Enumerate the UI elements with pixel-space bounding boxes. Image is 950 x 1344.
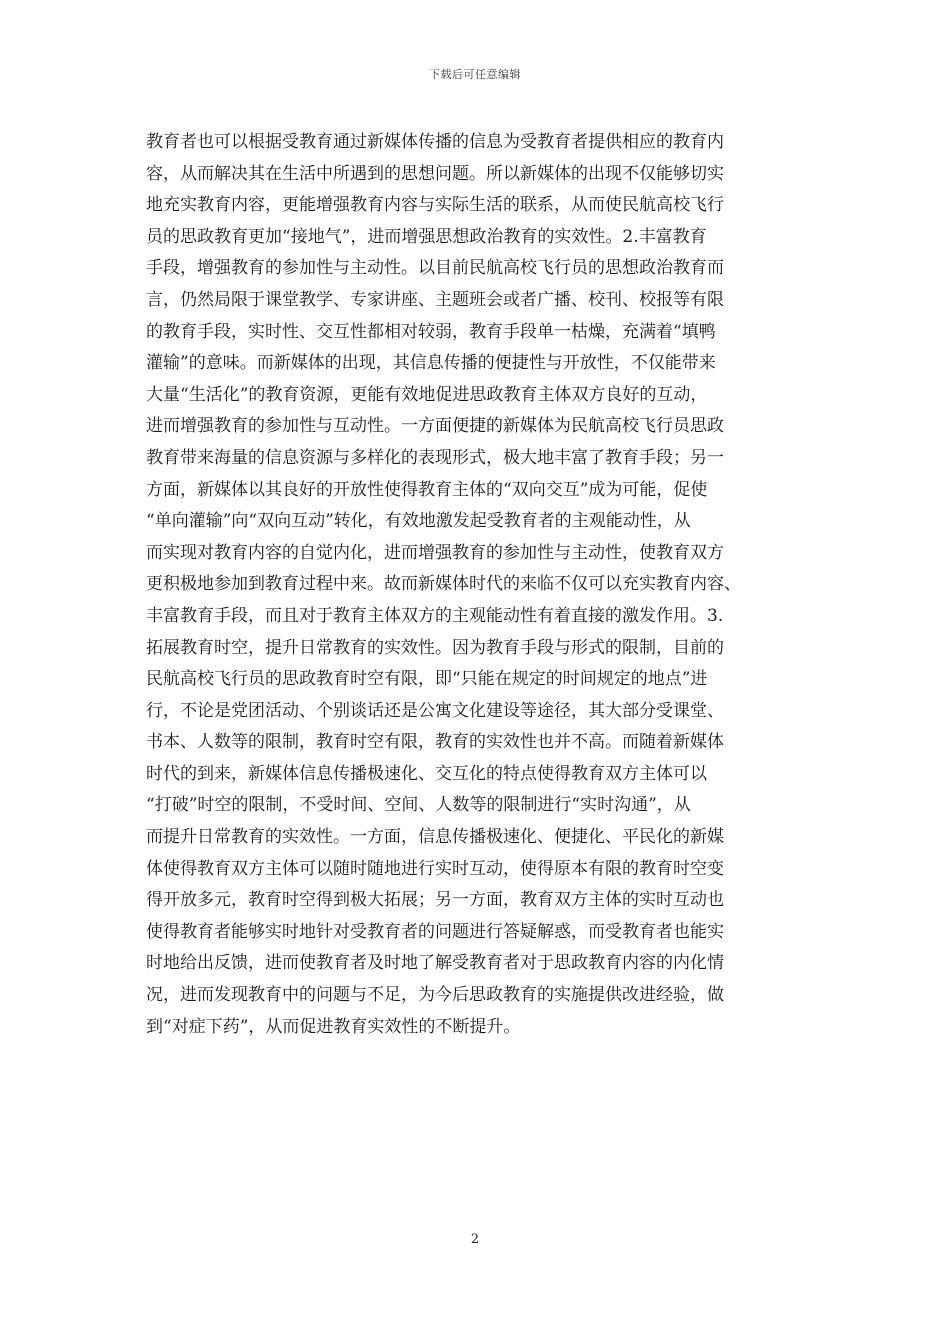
text-line: 手段，增强教育的参加性与主动性。以目前民航高校飞行员的思想政治教育而 xyxy=(146,258,724,279)
text-line: 而实现对教育内容的自觉内化，进而增强教育的参加性与主动性，使教育双方 xyxy=(146,542,724,563)
text-line: 员的思政教育更加“接地气”，进而增强思想政治教育的实效性。2.丰富教育 xyxy=(146,226,707,247)
text-line: 地充实教育内容，更能增强教育内容与实际生活的联系，从而使民航高校飞行 xyxy=(146,195,724,216)
text-line: 容，从而解决其在生活中所遇到的思想问题。所以新媒体的出现不仅能够切实 xyxy=(146,163,724,184)
text-line: 更积极地参加到教育过程中来。故而新媒体时代的来临不仅可以充实教育内容、 xyxy=(146,574,741,595)
text-line: 拓展教育时空，提升日常教育的实效性。因为教育手段与形式的限制，目前的 xyxy=(146,637,724,658)
text-line: 况，进而发现教育中的问题与不足，为今后思政教育的实施提供改进经验，做 xyxy=(146,985,724,1006)
text-line: 灌输”的意味。而新媒体的出现，其信息传播的便捷性与开放性，不仅能带来 xyxy=(146,353,716,374)
text-line: 教育带来海量的信息资源与多样化的表现形式，极大地丰富了教育手段；另一 xyxy=(146,447,724,468)
text-line: 大量“生活化”的教育资源，更能有效地促进思政教育主体双方良好的互动， xyxy=(146,384,708,405)
text-line: 体使得教育双方主体可以随时随地进行实时互动，使得原本有限的教育时空变 xyxy=(146,858,724,879)
text-line: 的教育手段，实时性、交互性都相对较弱，教育手段单一枯燥，充满着“填鸭 xyxy=(146,321,716,342)
text-line: “单向灌输”向“双向互动”转化，有效地激发起受教育者的主观能动性，从 xyxy=(146,511,691,532)
text-line: 到“对症下药”，从而促进教育实效性的不断提升。 xyxy=(146,1016,521,1037)
text-line: 得开放多元，教育时空得到极大拓展；另一方面，教育双方主体的实时互动也 xyxy=(146,890,724,911)
text-line: 而提升日常教育的实效性。一方面，信息传播极速化、便捷化、平民化的新媒 xyxy=(146,827,724,848)
body-text xyxy=(146,127,836,1043)
text-line: 使得教育者能够实时地针对受教育者的问题进行答疑解惑，而受教育者也能实 xyxy=(146,921,724,942)
text-line: 方面，新媒体以其良好的开放性使得教育主体的“双向交互”成为可能，促使 xyxy=(146,479,708,500)
text-line: 民航高校飞行员的思政教育时空有限，即“只能在规定的时间规定的地点”进 xyxy=(146,669,708,690)
page-header-note: 下载后可任意编辑 xyxy=(429,68,521,81)
text-line: 书本、人数等的限制，教育时空有限，教育的实效性也并不高。而随着新媒体 xyxy=(146,732,724,753)
text-line: 行，不论是党团活动、个别谈话还是公寓文化建设等途径，其大部分受课堂、 xyxy=(146,700,724,721)
page-number: 2 xyxy=(470,1232,480,1247)
text-line: 教育者也可以根据受教育通过新媒体传播的信息为受教育者提供相应的教育内 xyxy=(146,132,724,152)
text-line: 言，仍然局限于课堂教学、专家讲座、主题班会或者广播、校刊、校报等有限 xyxy=(146,289,724,310)
text-line: “打破”时空的限制，不受时间、空间、人数等的限制进行“实时沟通”，从 xyxy=(146,795,691,816)
text-line: 进而增强教育的参加性与互动性。一方面便捷的新媒体为民航高校飞行员思政 xyxy=(146,416,724,437)
text-line: 时代的到来，新媒体信息传播极速化、交互化的特点使得教育双方主体可以 xyxy=(146,763,707,784)
text-line: 时地给出反馈，进而使教育者及时地了解受教育者对于思政教育内容的内化情 xyxy=(146,953,724,974)
text-line: 丰富教育手段，而且对于教育主体双方的主观能动性有着直接的激发作用。3. xyxy=(146,605,724,626)
